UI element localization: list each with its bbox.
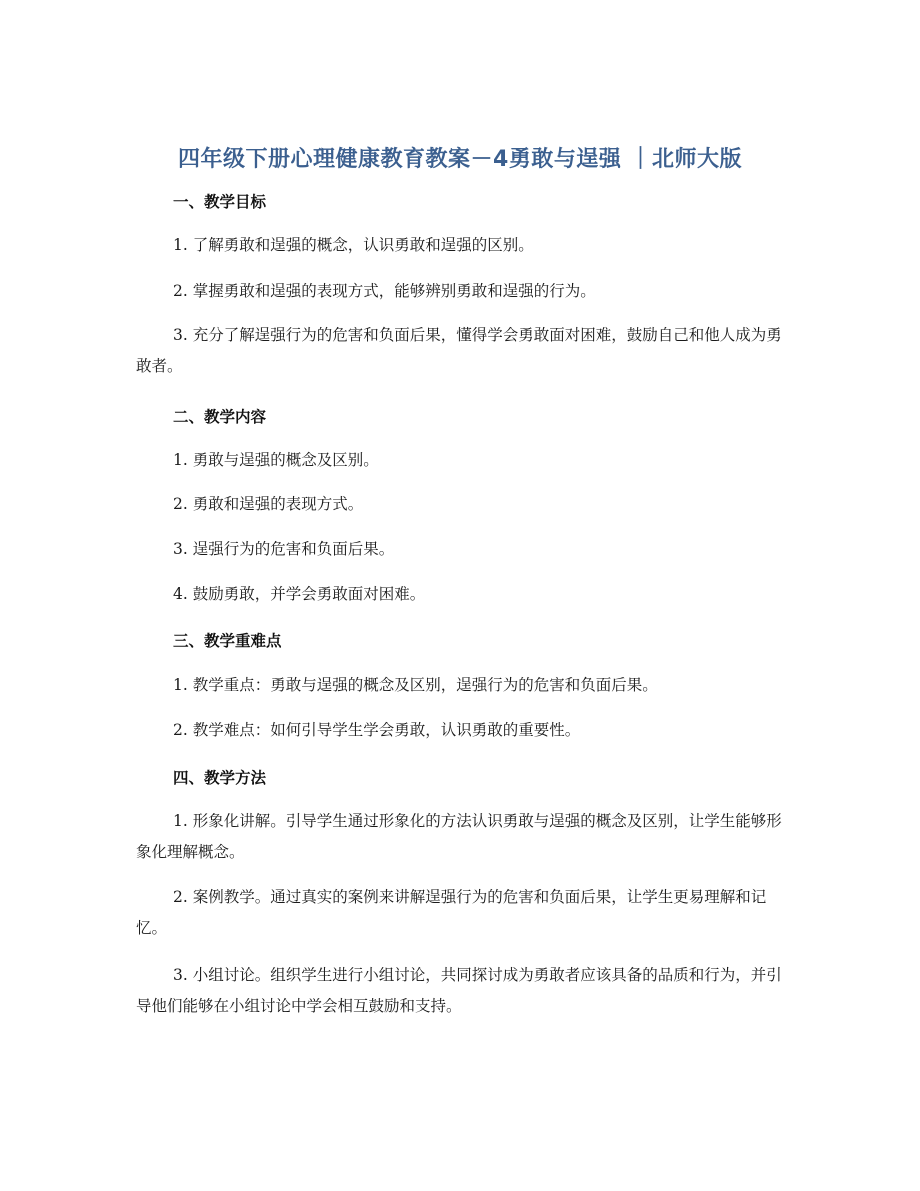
paragraph: 2. 案例教学。通过真实的案例来讲解逞强行为的危害和负面后果，让学生更易理解和记忆。 (136, 888, 767, 937)
paragraph: 1. 形象化讲解。引导学生通过形象化的方法认识勇敢与逞强的概念及区别，让学生能够形象化理解概念。 (136, 812, 782, 861)
document-title: 四年级下册心理健康教育教案－4勇敢与逞强 ｜北师大版 (178, 147, 742, 172)
section-heading-methods: 四、教学方法 (173, 769, 267, 787)
paragraph: 2. 教学难点：如何引导学生学会勇敢，认识勇敢的重要性。 (173, 721, 581, 739)
paragraph: 1. 教学重点：勇敢与逞强的概念及区别，逞强行为的危害和负面后果。 (173, 676, 658, 694)
paragraph: 3. 小组讨论。组织学生进行小组讨论，共同探讨成为勇敢者应该具备的品质和行为，并引导他们能够在小组讨论中学会相互鼓励和支持。 (136, 966, 782, 1015)
paragraph: 2. 掌握勇敢和逞强的表现方式，能够辨别勇敢和逞强的行为。 (173, 282, 596, 300)
section-heading-key-points: 三、教学重难点 (173, 632, 282, 650)
paragraph: 1. 了解勇敢和逞强的概念，认识勇敢和逞强的区别。 (173, 236, 534, 254)
paragraph: 3. 逞强行为的危害和负面后果。 (173, 540, 395, 558)
paragraph: 3. 充分了解逞强行为的危害和负面后果，懂得学会勇敢面对困难，鼓励自己和他人成为勇敢者。 (136, 326, 782, 375)
paragraph: 1. 勇敢与逞强的概念及区别。 (173, 451, 379, 469)
section-heading-objectives: 一、教学目标 (173, 193, 267, 211)
section-heading-content: 二、教学内容 (173, 408, 267, 426)
paragraph: 4. 鼓励勇敢，并学会勇敢面对困难。 (173, 585, 426, 603)
paragraph: 2. 勇敢和逞强的表现方式。 (173, 495, 364, 513)
